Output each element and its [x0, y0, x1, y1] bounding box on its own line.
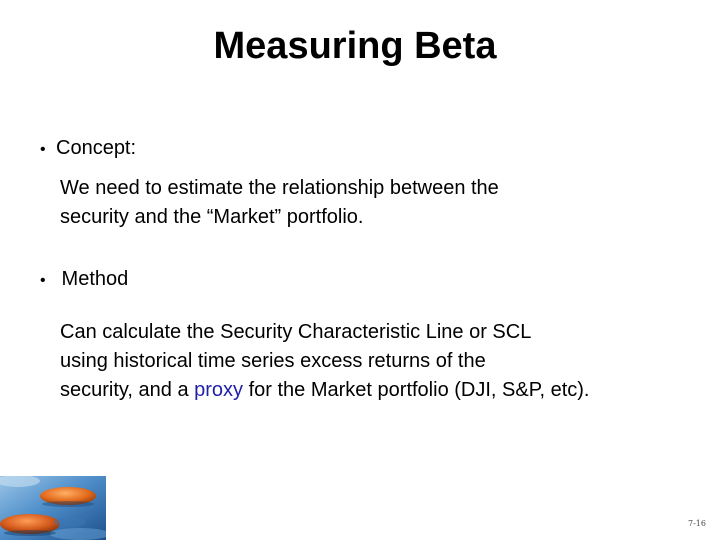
bullet-concept: [40, 134, 136, 164]
page-number: 7-16: [688, 519, 706, 528]
concept-line: security and the “Market” portfolio.: [60, 206, 364, 228]
stones-water-image: [0, 476, 106, 540]
concept-text: [60, 174, 499, 232]
method-line: [60, 376, 589, 405]
method-text: [60, 318, 589, 405]
proxy-word: proxy: [194, 379, 244, 401]
slide-title: Measuring Beta: [213, 25, 497, 67]
method-line-end: for the Market portfolio (DJI, S&P, etc).: [243, 379, 590, 401]
bullet-method: [40, 265, 128, 295]
concept-line: We need to estimate the relationship between the: [60, 177, 499, 199]
method-line: using historical time series excess returns of the: [60, 350, 486, 372]
bullet-dot: •: [40, 272, 46, 289]
bullet-dot: •: [40, 141, 46, 158]
bullet-heading-method: Method: [56, 268, 129, 290]
bullet-heading-concept: Concept:: [56, 137, 137, 159]
method-line-start: security, and a: [60, 379, 195, 401]
method-line: Can calculate the Security Characteristic Line or SCL: [60, 321, 532, 343]
